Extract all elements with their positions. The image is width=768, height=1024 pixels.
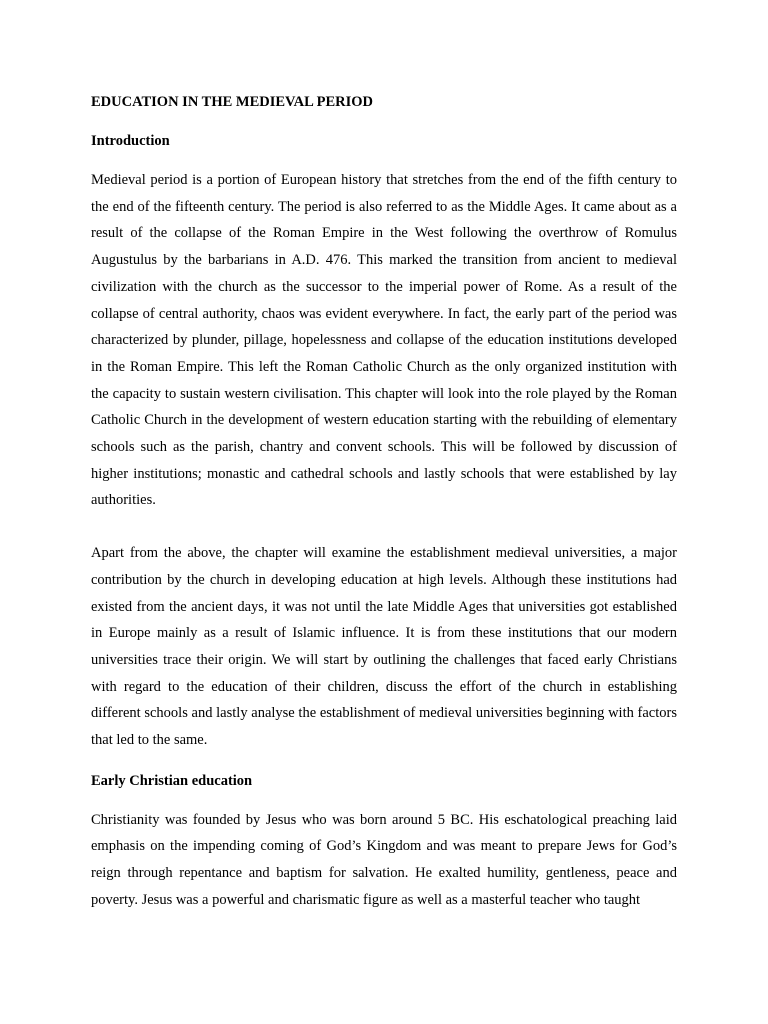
section-heading-early-christian-education: Early Christian education [91,772,253,789]
paragraph: Christianity was founded by Jesus who was born around 5 BC. His eschatological preaching laid emphasis on the impending coming of God’s Kingdom and was meant to prepare Jews for God’s reign through repentance and baptism for salvation. He exalted humility, gentleness, peace and poverty. Jesus was a powerful and charismatic figure as well as a masterful teacher who taught [91,811,677,908]
paragraph: Apart from the above, the chapter will examine the establishment medieval universities, a major contribution by the church in developing education at high levels. Although these institutions had existed from the ancient days, it was not until the late Middle Ages that universities got established in Europe mainly as a result of Islamic influence. It is from these institutions that our modern universities trace their origin. We will start by outlining the challenges that faced early Christians with regard to the education of their children, discuss the effort of the church in establishing different schools and lastly analyse the establishment of medieval universities beginning with factors that led to the same. [91,545,677,749]
paragraph: Medieval period is a portion of European history that stretches from the end of the fifth century to the end of the fifteenth century. The period is also referred to as the Middle Ages. It came about as a result of the collapse of the Roman Empire in the West following the overthrow of Romulus Augustulus by the barbarians in A.D. 476. This marked the transition from ancient to medieval civilization with the church as the successor to the imperial power of Rome. As a result of the collapse of central authority, chaos was evident everywhere. In fact, the early part of the period was characterized by plunder, pillage, hopelessness and collapse of the education institutions developed in the Roman Empire. This left the Roman Catholic Church as the only organized institution with the capacity to sustain western civilisation. This chapter will look into the role played by the Roman Catholic Church in the development of western education starting with the rebuilding of elementary schools such as the parish, chantry and convent schools. This will be followed by discussion of higher institutions; monastic and cathedral schools and lastly schools that were established by lay authorities. [91,172,677,509]
document-body [91,92,677,914]
section-heading-introduction: Introduction [91,133,170,149]
document-title: EDUCATION IN THE MEDIEVAL PERIOD [91,94,373,110]
